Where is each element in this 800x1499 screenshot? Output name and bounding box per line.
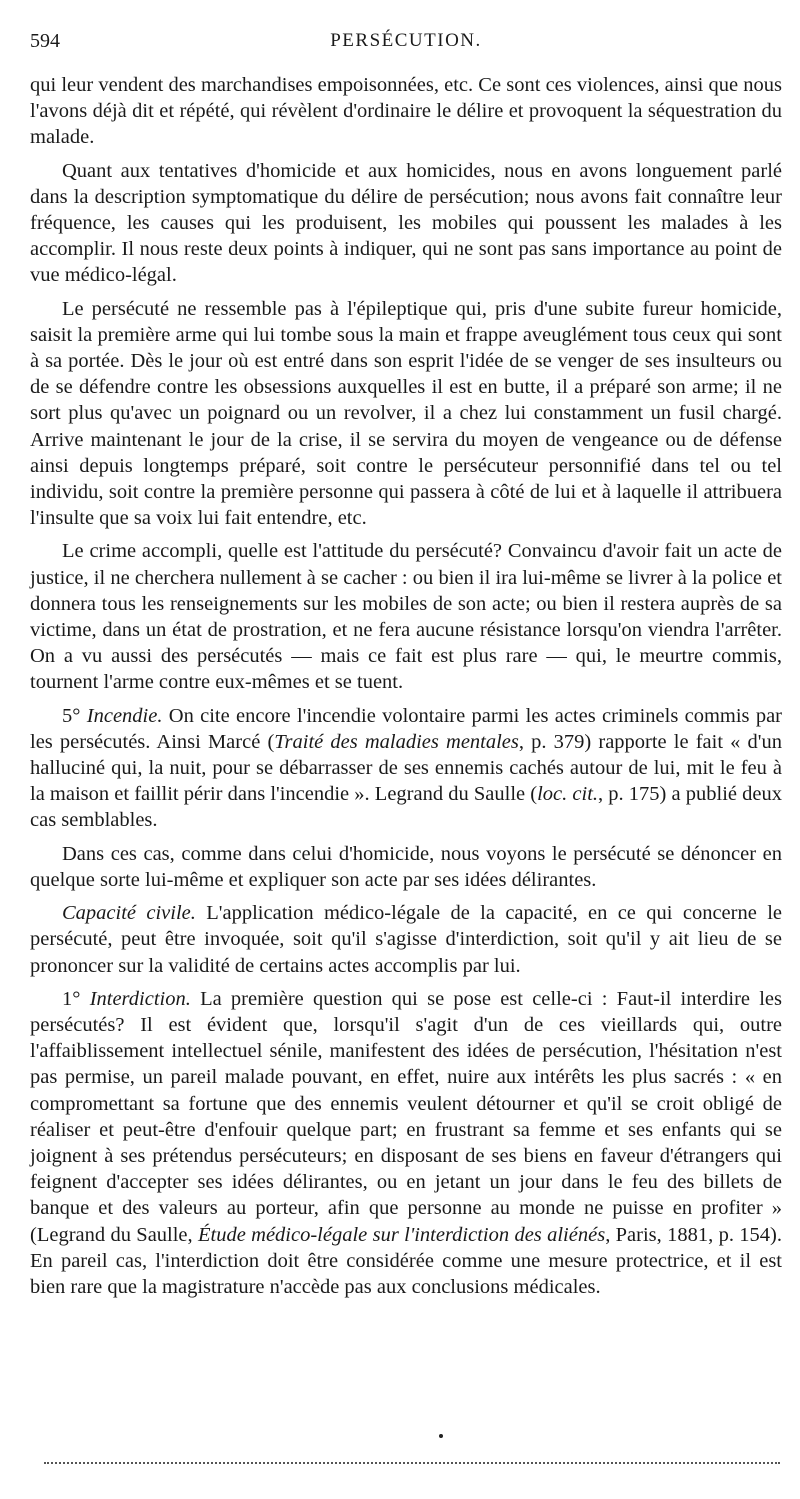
text-span: , Paris, 1881, p. 154). En pareil cas, l'interdiction doit être considérée comme une mesure protectrice, et il est bien rare que la magistrature n'accède pas aux conclusions médicales.	[30, 1223, 782, 1298]
footer-dotted-rule	[44, 1462, 780, 1464]
paragraph	[30, 841, 782, 893]
page-header	[30, 28, 782, 54]
text-span: On cite encore l'incendie volontaire parmi les actes criminels commis par les persécutés. Ainsi Marcé (	[30, 704, 782, 753]
italic-text: Étude médico-légale sur l'interdiction des aliénés	[198, 1223, 606, 1246]
text-span: Dans ces cas, comme dans celui d'homicide, nous voyons le persécuté se dénoncer en quelque sorte lui-même et expliquer son acte par ses idées délirantes.	[30, 842, 782, 891]
paragraph	[30, 296, 782, 532]
text-span: 5°	[62, 704, 87, 727]
body-text	[30, 72, 782, 1300]
text-span: L'application médico-légale de la capacité, en ce qui concerne le persécuté, peut être invoquée, soit qu'il s'agisse d'interdiction, soit qu'il y ait lieu de se prononcer sur la validité de certains actes accomplis par lui.	[30, 902, 782, 977]
paragraph	[30, 703, 782, 834]
text-span: Quant aux tentatives d'homicide et aux homicides, nous en avons longuement parlé dans la description symptomatique du délire de persécution; nous avons fait connaître leur fréquence, les causes qui les produisent, les mobiles qui poussent les malades à les accomplir. Il nous reste deux points à indiquer, qui ne sont pas sans importance au point de vue médico-légal.	[30, 159, 782, 287]
paragraph	[30, 986, 782, 1300]
italic-text: Traité des maladies mentales	[274, 730, 519, 753]
running-title: PERSÉCUTION.	[330, 30, 482, 51]
text-span: Le crime accompli, quelle est l'attitude du persécuté? Convaincu d'avoir fait un acte de justice, il ne cherchera nullement à se cacher : ou bien il ira lui-même se livrer à la police et donnera tous les renseignements sur les mobiles de son acte; ou bien il restera auprès de sa victime, dans un état de prostration, et ne fera aucune résistance lorsqu'on viendra l'arrêter. On a vu aussi des persécutés — mais ce fait est plus rare — qui, le meurtre commis, tournent l'arme contre eux-mêmes et se tuent.	[30, 540, 782, 694]
text-span: , p. 379) rapporte le fait « d'un halluciné qui, la nuit, pour se débarrasser de ses ennemis cachés autour de lui, mit le feu à la maison et faillit périr dans l'incendie ». Legrand du Saulle (	[30, 730, 782, 806]
paragraph	[30, 72, 782, 151]
text-span: 1°	[62, 987, 90, 1010]
text-span: Le persécuté ne ressemble pas à l'épileptique qui, pris d'une subite fureur homicide, saisit la première arme qui lui tombe sous la main et frappe aveuglément tous ceux qui sont à sa portée. Dès le jour où est entré dans son esprit l'idée de se venger de ses insulteurs ou de se défendre contre les obsessions auxquelles il est en butte, il a préparé son arme; il ne sort plus qu'avec un poignard ou un revolver, il a chez lui constamment un fusil chargé. Arrive maintenant le jour de la crise, il se servira du moyen de vengeance ou de défense ainsi depuis longtemps préparé, soit contre le persécuteur personnifié dans tel ou tel individu, soit contre la première personne qui passera à côté de lui et à laquelle il attribuera l'insulte que sa voix lui fait entendre, etc.	[30, 297, 782, 530]
paragraph	[30, 538, 782, 695]
italic-text: loc. cit.	[537, 783, 599, 806]
footer-dot	[439, 1434, 443, 1438]
paragraph	[30, 158, 782, 289]
page-number: 594	[30, 30, 60, 52]
italic-text: Interdiction.	[89, 987, 191, 1010]
text-span: qui leur vendent des marchandises empoisonnées, etc. Ce sont ces violences, ainsi que nous l'avons déjà dit et répété, qui révèlent d'ordinaire le délire et provoquent la séquestration du malade.	[30, 74, 782, 149]
book-page	[30, 28, 782, 1300]
italic-text: Capacité civile.	[62, 902, 196, 925]
paragraph	[30, 900, 782, 979]
text-span: La première question qui se pose est celle-ci : Faut-il interdire les persécutés? Il est évident que, lorsqu'il s'agit d'un de ces vieillards qui, outre l'affaiblissement intellectuel sénile, manifestent des idées de persécution, l'hésitation n'est pas permise, un pareil malade pouvant, en effet, nuire aux intérêts les plus sacrés : « en compromettant sa fortune que des ennemis veulent détourner et qu'il se croit obligé de réaliser et peut-être d'enfouir quelque part; en frustrant sa femme et ses enfants qui se joignent à ses prétendus persécuteurs; en disposant de ses biens en faveur d'étrangers qui feignent d'accepter ses idées délirantes, ou en jetant un jour dans le feu des billets de banque et des valeurs au porteur, afin que personne au monde ne puisse en profiter » (Legrand du Saulle,	[30, 987, 782, 1246]
italic-text: Incendie.	[86, 704, 163, 727]
text-span: , p. 175) a publié deux cas semblables.	[30, 783, 782, 832]
